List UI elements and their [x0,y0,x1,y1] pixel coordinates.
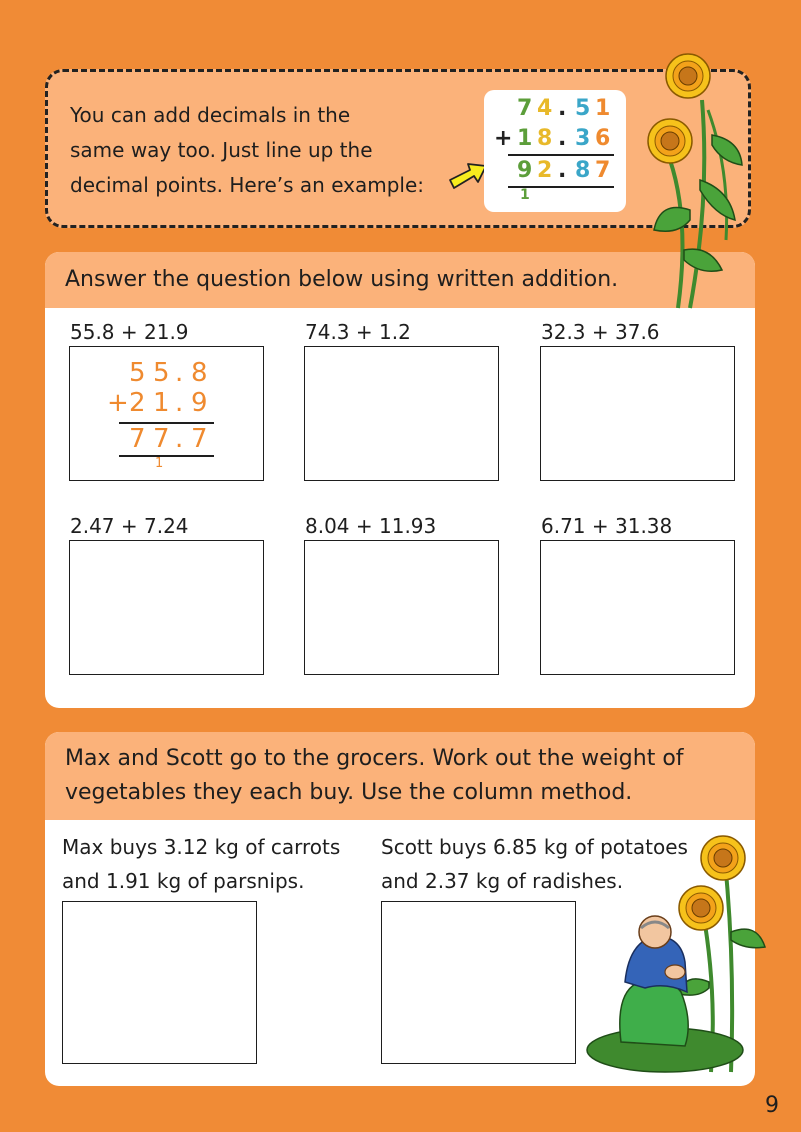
sum-line [508,154,614,156]
digit: 5 [575,96,591,121]
digit: 8 [537,126,553,151]
example-addition-card [484,90,626,212]
digit: 1 [517,126,533,151]
max-answer-box[interactable] [62,901,257,1064]
digit: 5 [129,358,146,388]
section-title [65,742,684,810]
carry-digit: 1 [155,456,164,471]
worked-example [69,346,264,481]
question-label: 32.3 + 37.6 [541,320,660,344]
digit: 7 [129,424,146,454]
title-line: Max and Scott go to the grocers. Work out the weight of [65,746,684,771]
question-line: Max buys 3.12 kg of carrots [62,835,341,859]
decimal-point: . [558,96,567,121]
decimal-point: . [558,126,567,151]
example-row-3 [484,158,626,186]
carry-line [119,455,214,457]
scott-answer-box[interactable] [381,901,576,1064]
answer-box[interactable] [540,540,735,675]
decimal-point: . [175,388,184,418]
question-label: 8.04 + 11.93 [305,514,437,538]
digit: 8 [191,358,208,388]
digit: 7 [191,424,208,454]
digit: 5 [153,358,170,388]
question-label: 74.3 + 1.2 [305,320,411,344]
answer-box[interactable] [69,540,264,675]
intro-line: decimal points. Here’s an example: [70,173,425,197]
digit: 2 [537,158,553,183]
question-line: and 1.91 kg of parsnips. [62,869,305,893]
arrow-icon [448,160,488,192]
question-line: Scott buys 6.85 kg of potatoes [381,835,688,859]
sunflower-illustration [630,40,770,310]
page-number: 9 [765,1093,779,1118]
answer-box[interactable] [304,540,499,675]
question-line: and 2.37 kg of radishes. [381,869,624,893]
intro-line: same way too. Just line up the [70,138,373,162]
digit: 1 [153,388,170,418]
max-question [62,830,340,898]
title-line: vegetables they each buy. Use the column method. [65,780,633,805]
example-row-2 [484,126,626,154]
digit: 2 [129,388,146,418]
digit: 9 [191,388,208,418]
digit: 9 [517,158,533,183]
question-label: 6.71 + 31.38 [541,514,673,538]
answer-box[interactable] [304,346,499,481]
plus-sign: + [494,126,513,151]
digit: 1 [595,96,611,121]
intro-text [70,98,470,203]
digit: 7 [517,96,533,121]
decimal-point: . [175,358,184,388]
example-row-1 [484,96,626,124]
section-title: Answer the question below using written addition. [65,267,619,292]
plus-sign: + [107,388,129,418]
digit: 7 [153,424,170,454]
digit: 7 [595,158,611,183]
decimal-point: . [558,158,567,183]
gardener-illustration [585,832,780,1084]
digit: 6 [595,126,611,151]
question-label: 2.47 + 7.24 [70,514,189,538]
question-label: 55.8 + 21.9 [70,320,189,344]
digit: 3 [575,126,591,151]
digit: 4 [537,96,553,121]
carry-digit: 1 [520,187,530,203]
intro-line: You can add decimals in the [70,103,351,127]
digit: 8 [575,158,591,183]
answer-box[interactable] [540,346,735,481]
decimal-point: . [175,424,184,454]
